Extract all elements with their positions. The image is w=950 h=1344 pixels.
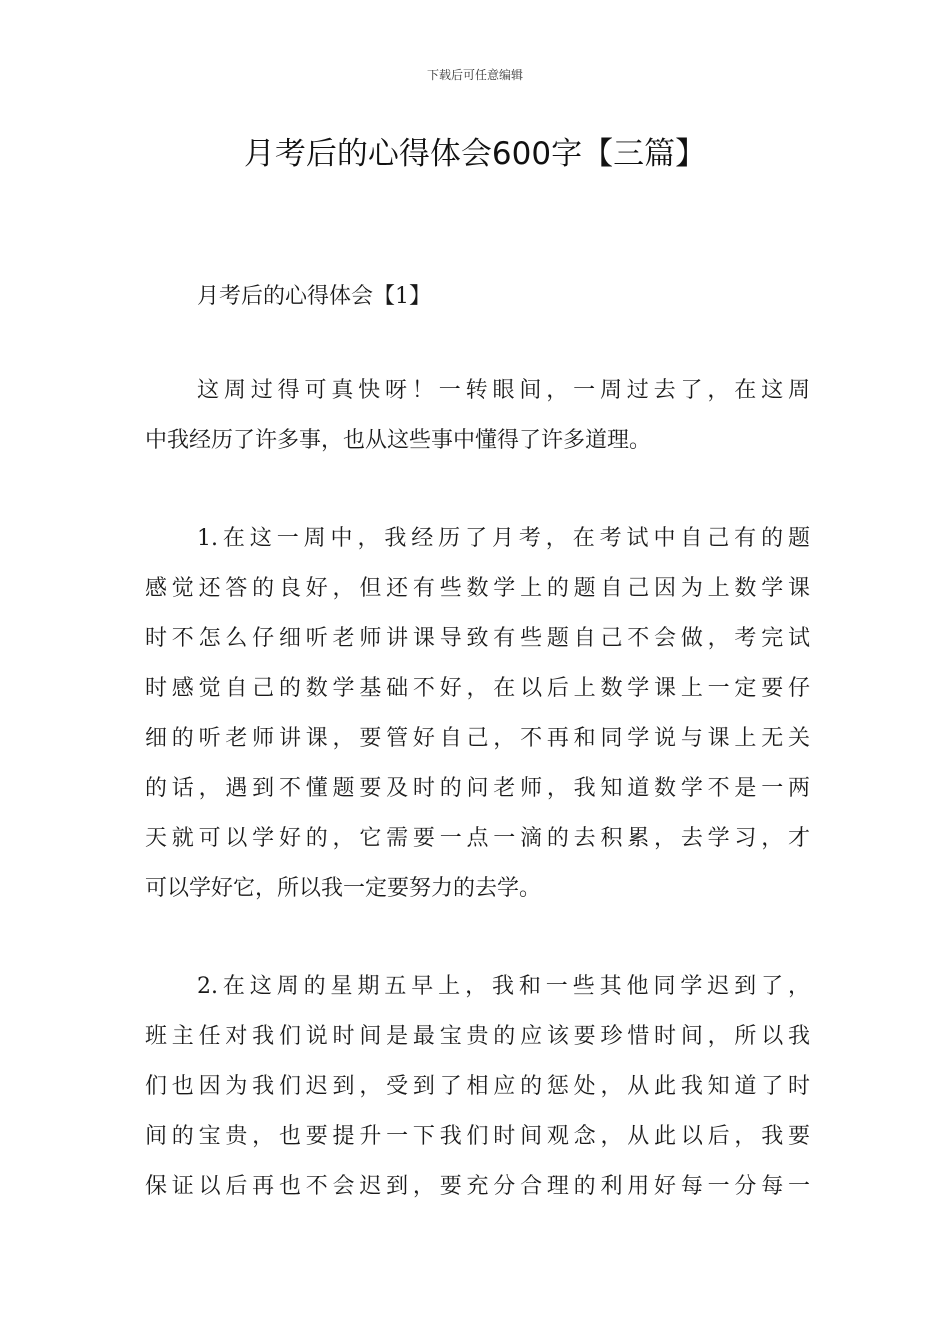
paragraph-line: 间的宝贵，也要提升一下我们时间观念，从此以后，我要 bbox=[145, 1124, 810, 1149]
paragraph-line: 这周过得可真快呀！一转眼间，一周过去了，在这周 bbox=[197, 378, 810, 403]
paragraph-3 bbox=[145, 962, 810, 1212]
paragraph-line: 的话，遇到不懂题要及时的问老师，我知道数学不是一两 bbox=[145, 776, 810, 801]
paragraph-line: 2.在这周的星期五早上，我和一些其他同学迟到了， bbox=[197, 974, 810, 999]
paragraph-1 bbox=[145, 366, 810, 466]
header-note: 下载后可任意编辑 bbox=[426, 68, 523, 82]
paragraph-line: 细的听老师讲课，要管好自己，不再和同学说与课上无关 bbox=[145, 726, 810, 751]
document-title: 月考后的心得体会600字【三篇】 bbox=[243, 136, 707, 172]
paragraph-line: 班主任对我们说时间是最宝贵的应该要珍惜时间，所以我 bbox=[145, 1024, 810, 1049]
paragraph-line: 们也因为我们迟到，受到了相应的惩处，从此我知道了时 bbox=[145, 1074, 810, 1099]
paragraph-line: 保证以后再也不会迟到，要充分合理的利用好每一分每一 bbox=[145, 1174, 810, 1199]
paragraph-line: 时不怎么仔细听老师讲课导致有些题自己不会做，考完试 bbox=[145, 626, 810, 651]
paragraph-line: 可以学好它，所以我一定要努力的去学。 bbox=[145, 876, 542, 901]
document-body bbox=[145, 272, 810, 1260]
section-heading: 月考后的心得体会【1】 bbox=[197, 284, 431, 309]
paragraph-line: 感觉还答的良好，但还有些数学上的题自己因为上数学课 bbox=[145, 576, 810, 601]
paragraph-line: 中我经历了许多事，也从这些事中懂得了许多道理。 bbox=[145, 428, 652, 453]
paragraph-line: 1.在这一周中，我经历了月考，在考试中自己有的题 bbox=[197, 526, 810, 551]
paragraph-2 bbox=[145, 514, 810, 914]
paragraph-line: 天就可以学好的，它需要一点一滴的去积累，去学习，才 bbox=[145, 826, 810, 851]
paragraph-line: 时感觉自己的数学基础不好，在以后上数学课上一定要仔 bbox=[145, 676, 810, 701]
